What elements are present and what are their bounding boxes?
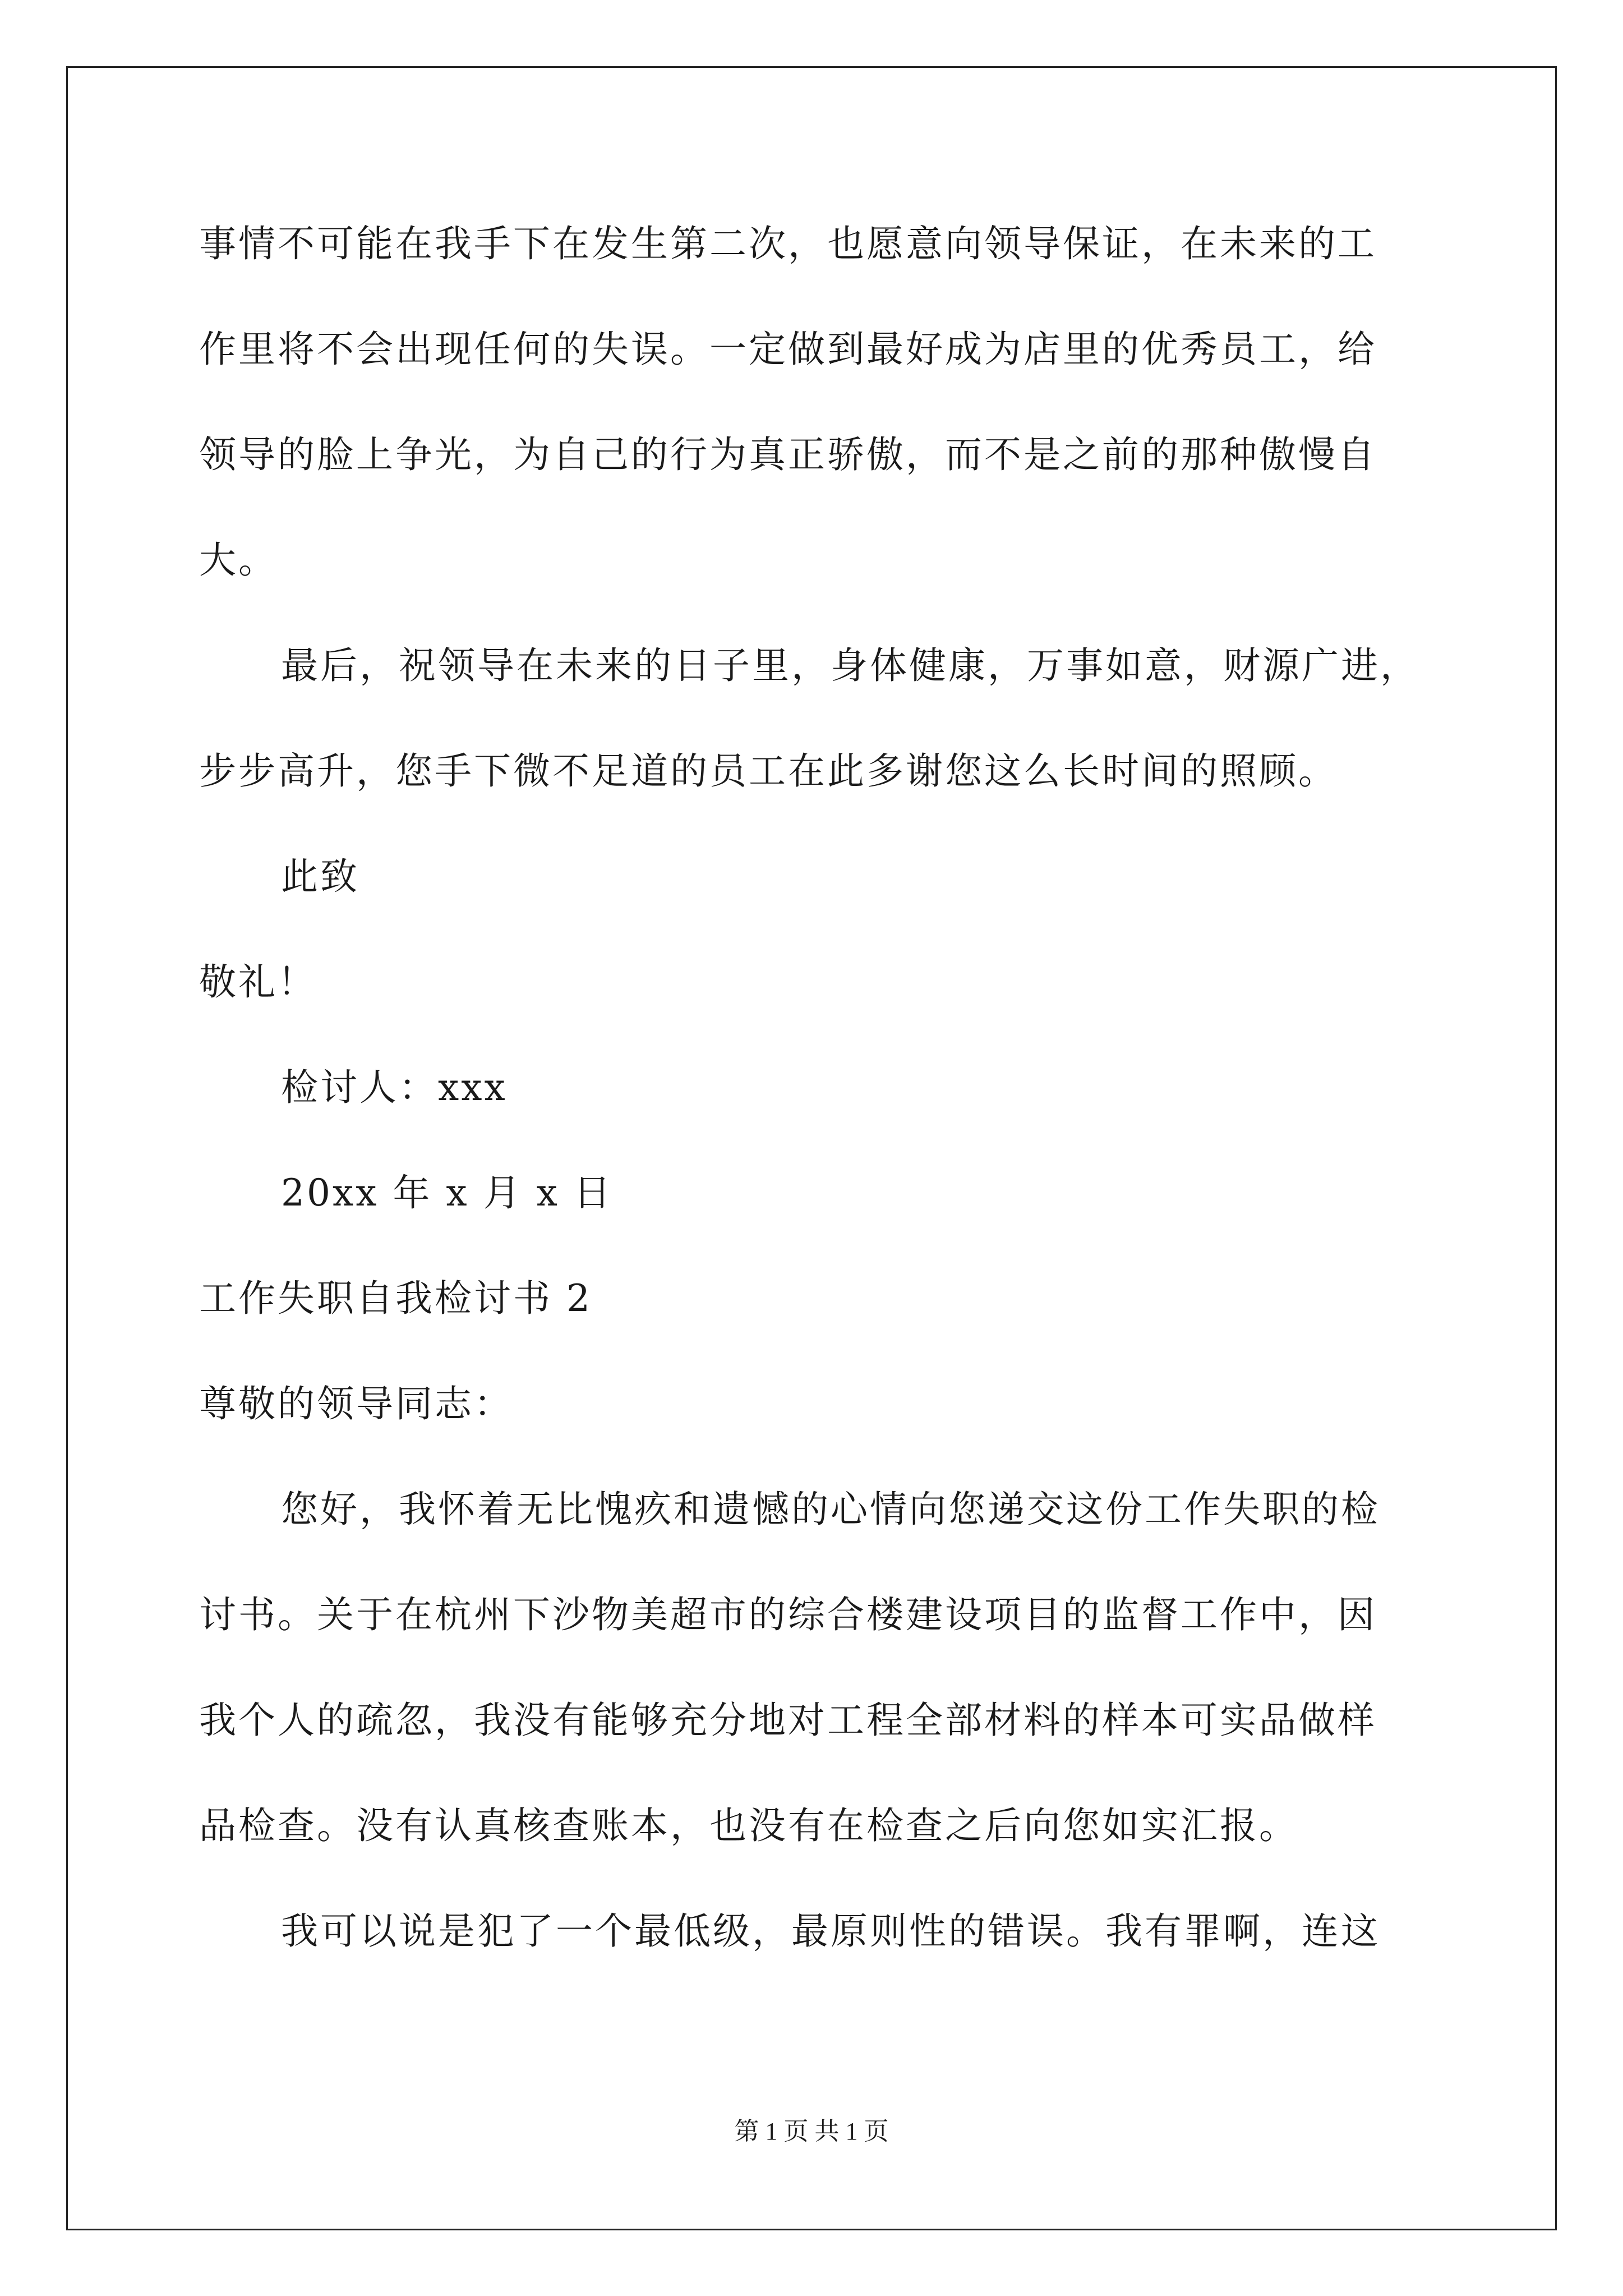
text-line: 您好，我怀着无比愧疚和遗憾的心情向您递交这份工作失职的检 [281,1488,1380,1531]
text-line: 我可以说是犯了一个最低级，最原则性的错误。我有罪啊，连这 [281,1910,1380,1953]
text-line: 我个人的疏忽，我没有能够充分地对工程全部材料的样本可实品做样 [199,1699,1377,1742]
text-line: 品检查。没有认真核查账本，也没有在检查之后向您如实汇报。 [199,1804,1298,1847]
text-line: 步步高升，您手下微不足道的员工在此多谢您这么长时间的照顾。 [199,749,1338,793]
text-line: 领导的脸上争光，为自己的行为真正骄傲，而不是之前的那种傲慢自 [199,433,1377,476]
text-line: 最后，祝领导在未来的日子里，身体健康，万事如意，财源广进， [281,644,1419,687]
salutation-line: 敬礼！ [199,960,317,1004]
document-body [199,213,1450,2006]
page-number-footer: 第 1 页 共 1 页 [734,2118,889,2145]
date-line: 20xx 年 x 月 x 日 [281,1171,613,1214]
text-line: 作里将不会出现任何的失误。一定做到最好成为店里的优秀员工，给 [199,328,1377,371]
section-title: 工作失职自我检讨书 2 [199,1277,592,1320]
greeting-line: 尊敬的领导同志： [199,1382,513,1425]
signature-line: 检讨人：xxx [281,1066,508,1109]
text-line: 大。 [199,539,278,582]
text-line: 事情不可能在我手下在发生第二次，也愿意向领导保证，在未来的工 [199,222,1377,265]
salutation-line: 此致 [281,855,359,898]
text-line: 讨书。关于在杭州下沙物美超市的综合楼建设项目的监督工作中，因 [199,1593,1377,1636]
